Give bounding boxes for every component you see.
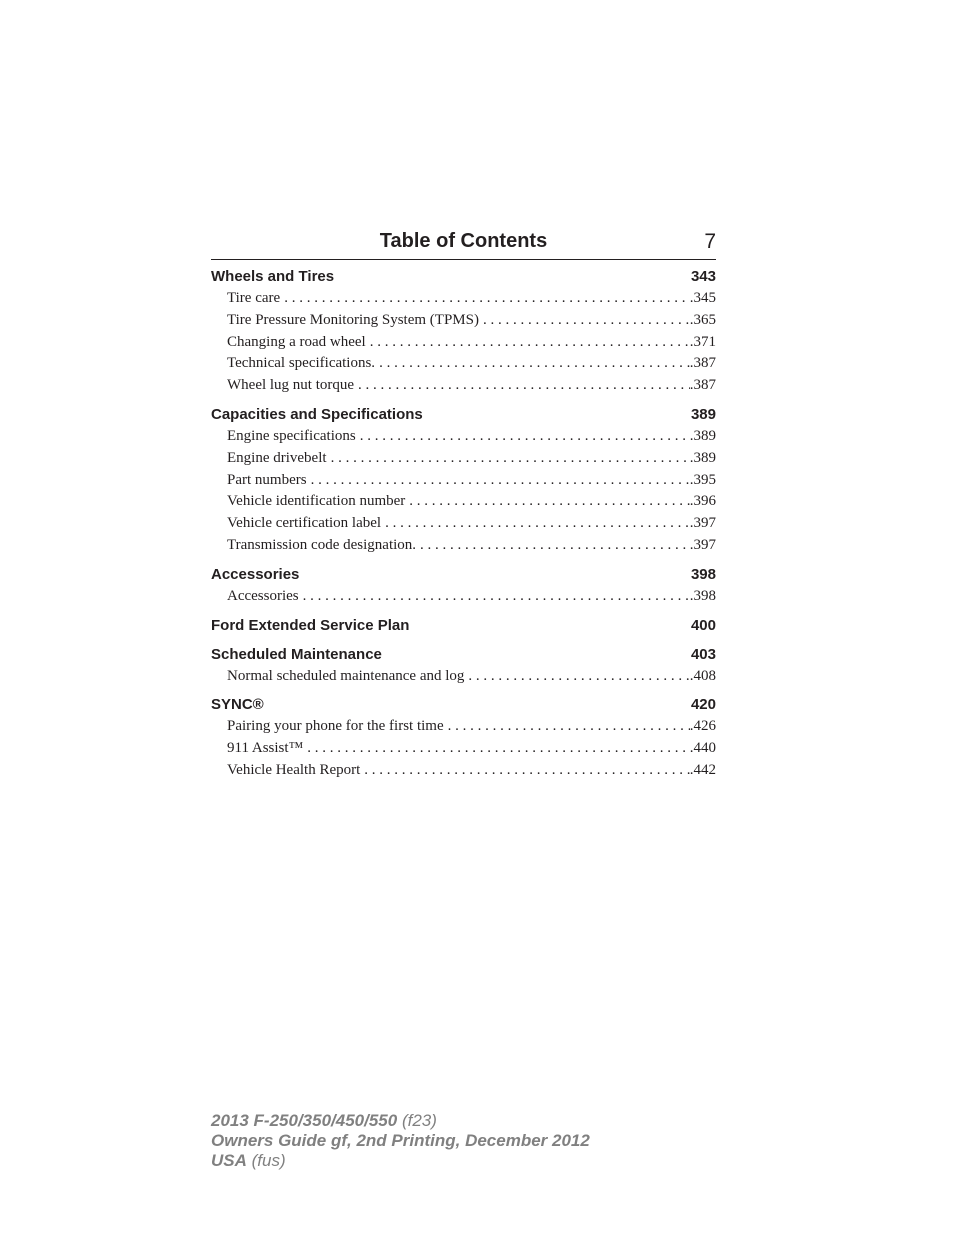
entry-page: .345 xyxy=(689,290,716,306)
entry-page: .387 xyxy=(689,355,716,372)
section-heading[interactable] xyxy=(211,404,716,426)
toc-entry[interactable] xyxy=(211,288,716,310)
dot-leader xyxy=(381,513,690,535)
footer-line-3: USA (fus) xyxy=(211,1151,286,1170)
section-page: 343 xyxy=(690,268,716,285)
section-heading[interactable] xyxy=(211,615,716,637)
entry-page: .387 xyxy=(689,377,716,394)
toc-entry[interactable] xyxy=(211,353,716,375)
entry-page: .397 xyxy=(689,515,716,532)
entry-label: Pairing your phone for the first time xyxy=(227,718,444,735)
section-heading[interactable] xyxy=(211,644,716,666)
entry-label: Vehicle Health Report xyxy=(227,761,361,778)
dot-leader xyxy=(327,448,690,470)
entry-page: .371 xyxy=(689,333,716,350)
entry-page: .398 xyxy=(689,587,716,604)
section-title: Ford Extended Service Plan xyxy=(211,616,410,634)
dot-leader xyxy=(464,666,689,688)
dot-leader xyxy=(375,353,690,375)
section-heading[interactable] xyxy=(211,564,716,586)
toc-entry[interactable] xyxy=(211,535,716,557)
entry-page: .408 xyxy=(689,667,716,684)
entry-label: Wheel lug nut torque xyxy=(227,377,355,394)
section-title: Capacities and Specifications xyxy=(211,405,423,423)
page-title: Table of Contents xyxy=(379,230,548,252)
entry-page: .426 xyxy=(689,718,716,735)
toc-section xyxy=(211,404,716,557)
dot-leader xyxy=(360,760,689,782)
toc-header xyxy=(211,228,716,260)
entry-page: .365 xyxy=(689,311,716,328)
dot-leader xyxy=(303,738,690,760)
toc-section xyxy=(211,694,716,781)
toc-entry[interactable] xyxy=(211,491,716,513)
entry-label: Normal scheduled maintenance and log xyxy=(227,667,465,684)
section-title: SYNC® xyxy=(211,696,264,714)
toc-entry[interactable] xyxy=(211,470,716,492)
dot-leader xyxy=(299,586,690,608)
entry-label: Tire Pressure Monitoring System (TPMS) xyxy=(227,311,479,328)
entry-label: Accessories xyxy=(227,587,299,604)
dot-leader xyxy=(366,332,690,354)
document-footer xyxy=(211,1111,590,1171)
dot-leader xyxy=(479,310,690,332)
toc-entry[interactable] xyxy=(211,666,716,688)
section-page: 400 xyxy=(690,616,716,634)
toc-section xyxy=(211,266,716,397)
dot-leader xyxy=(416,535,690,557)
toc-sections xyxy=(211,266,716,782)
entry-label: Vehicle certification label xyxy=(227,515,382,532)
dot-leader xyxy=(405,491,689,513)
entry-label: Changing a road wheel xyxy=(227,333,366,350)
entry-page: .389 xyxy=(689,449,716,466)
toc-entry[interactable] xyxy=(211,310,716,332)
entry-label: Part numbers xyxy=(227,471,307,488)
footer-line-1: 2013 F-250/350/450/550 (f23) xyxy=(211,1111,437,1130)
toc-entry[interactable] xyxy=(211,760,716,782)
entry-page: .395 xyxy=(689,471,716,488)
table-of-contents xyxy=(211,228,716,789)
dot-leader xyxy=(444,716,690,738)
entry-label: Technical specifications. xyxy=(227,355,376,372)
toc-entry[interactable] xyxy=(211,448,716,470)
section-page: 398 xyxy=(690,565,716,583)
dot-leader xyxy=(307,470,690,492)
toc-entry[interactable] xyxy=(211,332,716,354)
toc-entry[interactable] xyxy=(211,513,716,535)
entry-label: Tire care xyxy=(227,290,281,306)
toc-entry[interactable] xyxy=(211,586,716,608)
toc-entry[interactable] xyxy=(211,426,716,448)
entry-page: .389 xyxy=(689,427,716,444)
dot-leader xyxy=(354,375,690,397)
dot-leader xyxy=(356,426,690,448)
entry-label: Vehicle identification number xyxy=(227,493,406,510)
section-title: Accessories xyxy=(211,565,300,583)
toc-section xyxy=(211,564,716,608)
entry-label: Engine drivebelt xyxy=(227,449,327,466)
toc-section xyxy=(211,615,716,637)
entry-label: Transmission code designation. xyxy=(227,536,417,553)
toc-section xyxy=(211,644,716,688)
page-number: 7 xyxy=(704,230,716,253)
section-page: 420 xyxy=(690,696,716,714)
section-title: Scheduled Maintenance xyxy=(211,645,382,663)
entry-page: .396 xyxy=(689,493,716,510)
section-page: 389 xyxy=(690,405,716,423)
toc-entry[interactable] xyxy=(211,375,716,397)
section-title: Wheels and Tires xyxy=(211,268,335,285)
entry-page: .440 xyxy=(689,740,716,757)
section-heading[interactable] xyxy=(211,694,716,716)
section-page: 403 xyxy=(690,645,716,663)
section-heading[interactable] xyxy=(211,266,716,288)
entry-page: .397 xyxy=(689,536,716,553)
entry-label: 911 Assist™ xyxy=(227,740,304,757)
toc-entry[interactable] xyxy=(211,716,716,738)
toc-entry[interactable] xyxy=(211,738,716,760)
entry-label: Engine specifications xyxy=(227,427,356,444)
entry-page: .442 xyxy=(689,761,716,778)
dot-leader xyxy=(280,288,690,310)
footer-line-2: Owners Guide gf, 2nd Printing, December 2012 xyxy=(211,1131,590,1150)
